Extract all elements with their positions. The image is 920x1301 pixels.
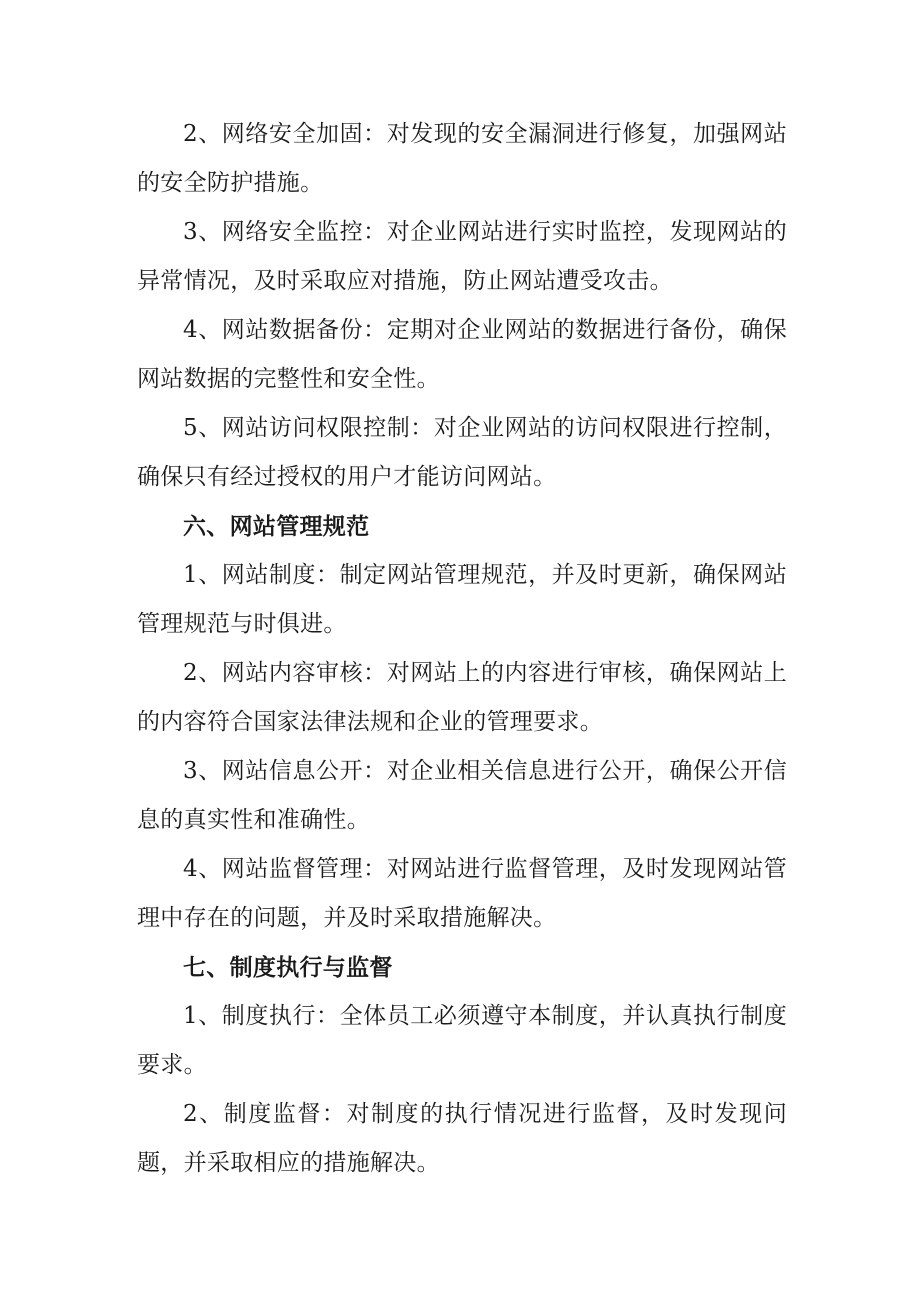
- section-heading-enforcement: 七、制度执行与监督: [183, 954, 393, 981]
- paragraph-information-disclosure: 3、网站信息公开：对企业相关信息进行公开，确保公开信息的真实性和准确性。: [137, 758, 787, 833]
- paragraph-network-hardening: 2、网络安全加固：对发现的安全漏洞进行修复，加强网站的安全防护措施。: [137, 121, 787, 196]
- paragraph-access-control: 5、网站访问权限控制：对企业网站的访问权限进行控制，确保只有经过授权的用户才能访问网站。: [137, 415, 787, 490]
- paragraph-website-policy: 1、网站制度：制定网站管理规范，并及时更新，确保网站管理规范与时俱进。: [137, 562, 787, 637]
- section-heading-website-management: 六、网站管理规范: [183, 513, 370, 540]
- document-body: [137, 110, 787, 1188]
- paragraph-policy-supervision: 2、制度监督：对制度的执行情况进行监督，及时发现问题，并采取相应的措施解决。: [137, 1101, 787, 1176]
- paragraph-policy-execution: 1、制度执行：全体员工必须遵守本制度，并认真执行制度要求。: [137, 1003, 787, 1078]
- paragraph-supervision-management: 4、网站监督管理：对网站进行监督管理，及时发现网站管理中存在的问题，并及时采取措施解决。: [137, 856, 787, 931]
- paragraph-content-review: 2、网站内容审核：对网站上的内容进行审核，确保网站上的内容符合国家法律法规和企业的管理要求。: [137, 660, 787, 735]
- paragraph-data-backup: 4、网站数据备份：定期对企业网站的数据进行备份，确保网站数据的完整性和安全性。: [137, 317, 787, 392]
- paragraph-network-monitoring: 3、网络安全监控：对企业网站进行实时监控，发现网站的异常情况，及时采取应对措施，防止网站遭受攻击。: [137, 219, 787, 294]
